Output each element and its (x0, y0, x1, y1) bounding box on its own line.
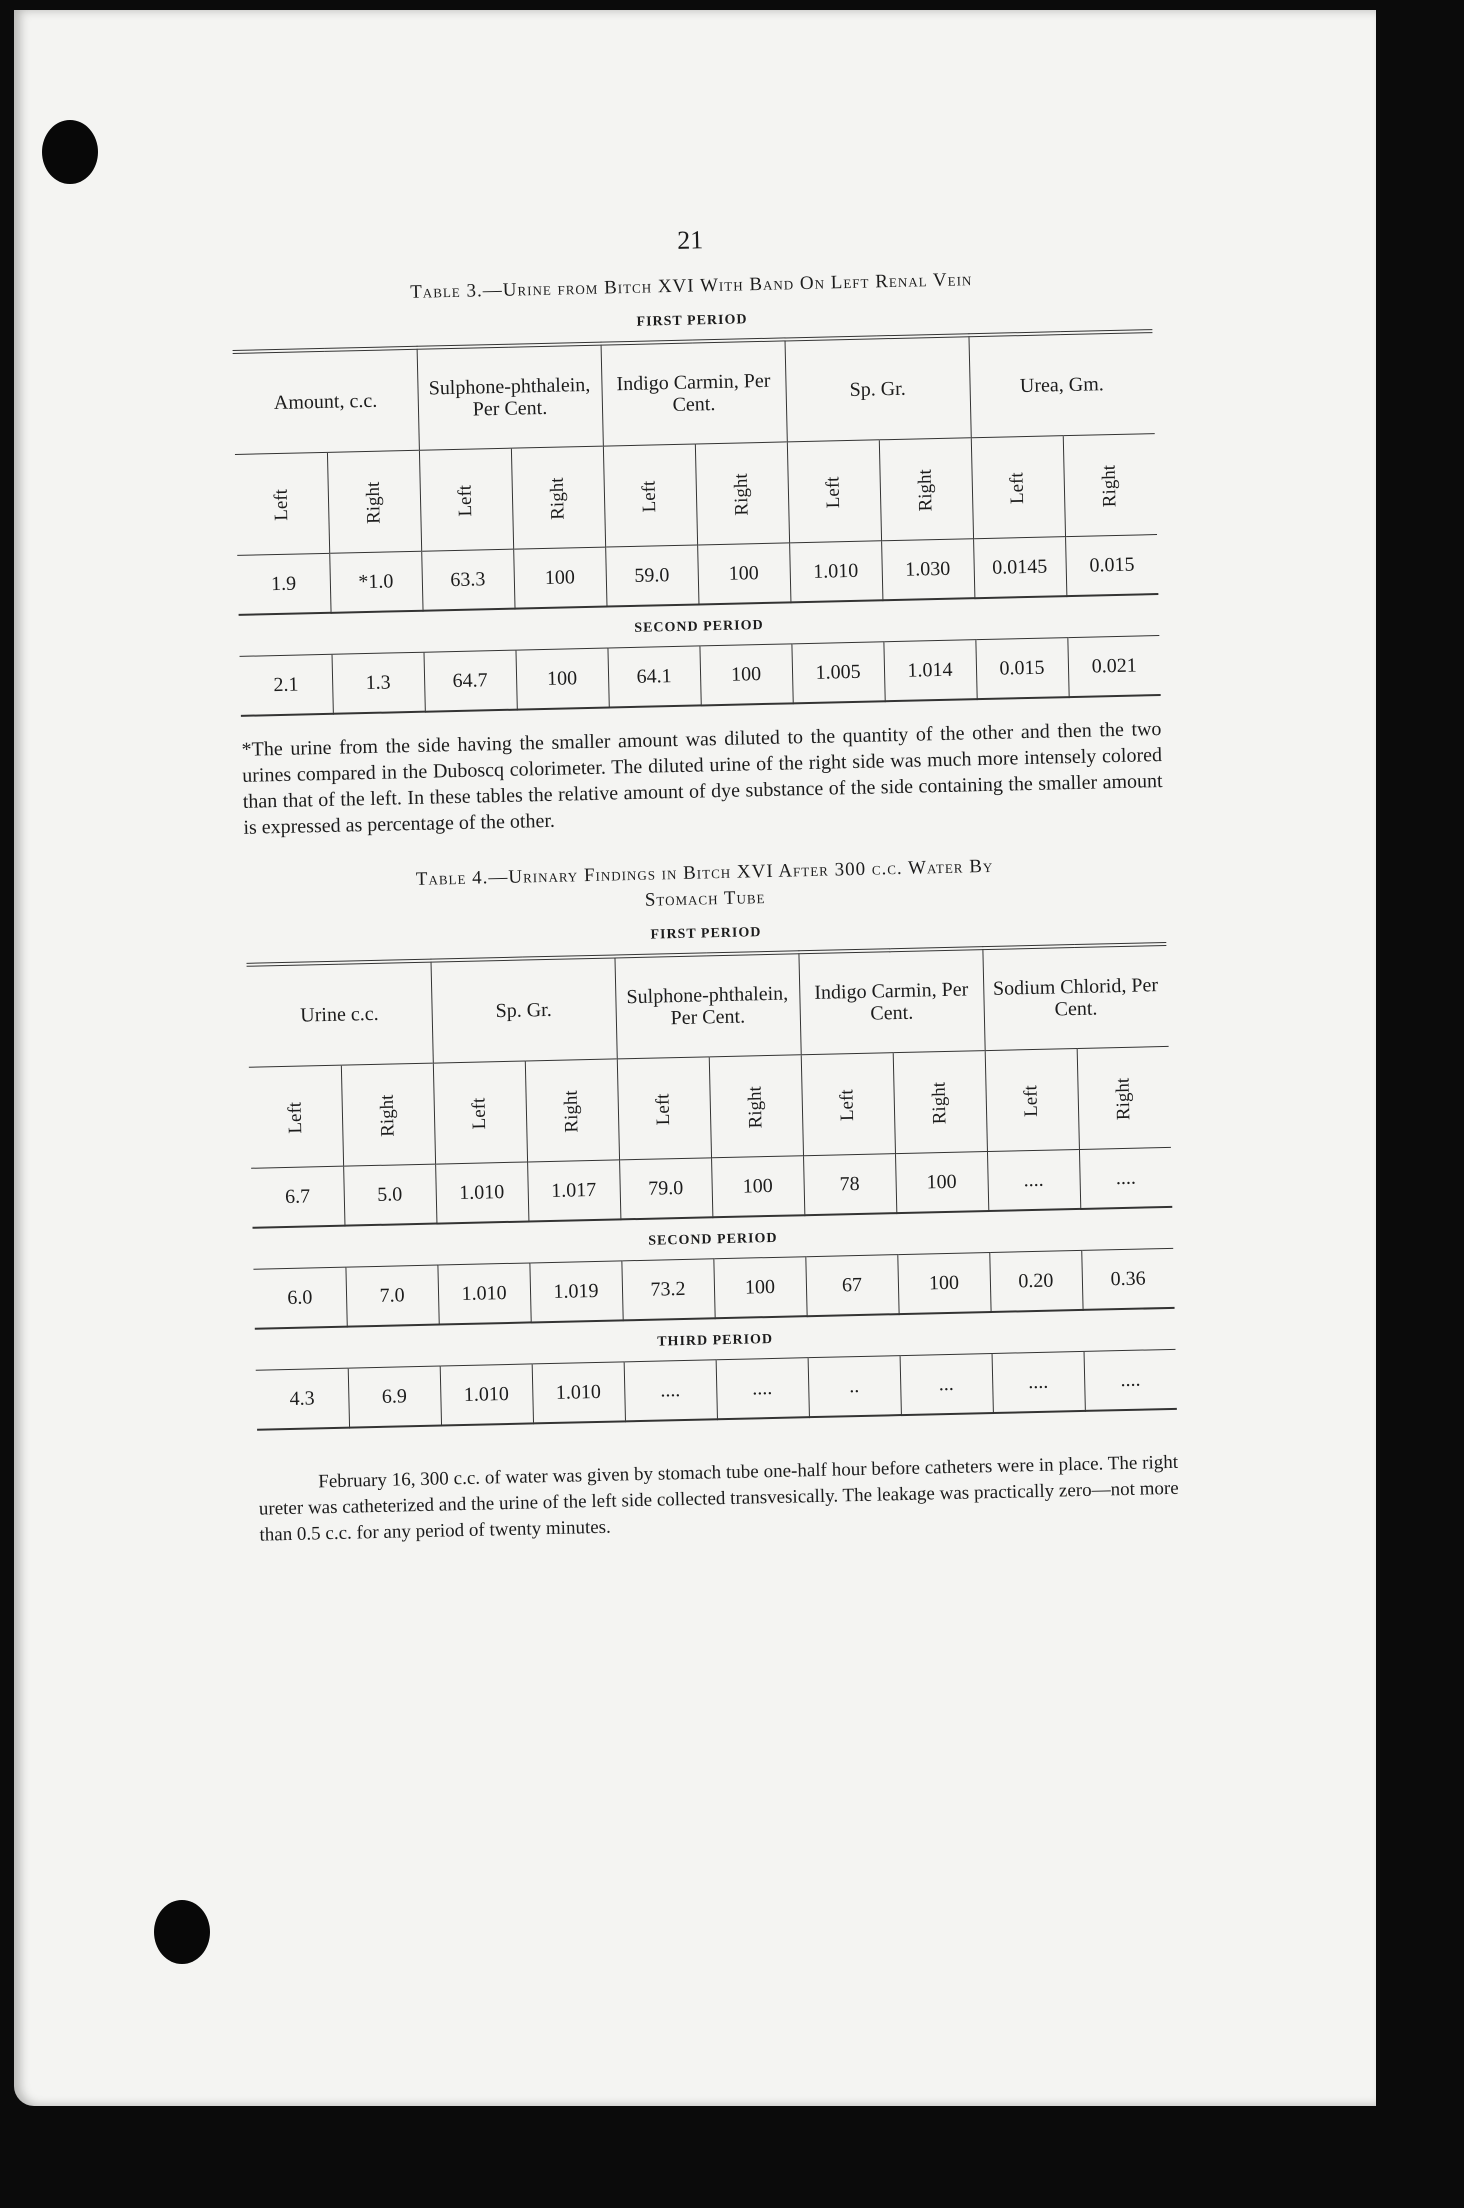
table-cell: 73.2 (621, 1259, 714, 1321)
table-cell: .... (624, 1360, 717, 1422)
table3-first-period-label: FIRST PERIOD (636, 312, 748, 330)
table-cell: 1.019 (529, 1261, 622, 1323)
table-cell: 100 (713, 1257, 806, 1319)
table-cell: 5.0 (343, 1164, 436, 1226)
table-cell: 1.010 (437, 1263, 530, 1325)
table-cell: 0.015 (975, 638, 1068, 700)
table-cell: 2.1 (240, 654, 333, 716)
table4-first-period-label: FIRST PERIOD (650, 925, 762, 943)
table3-sub-right: Right (695, 442, 789, 545)
punch-hole-bottom (154, 1900, 210, 1964)
table4-second (253, 1248, 1174, 1330)
document-content (230, 215, 1180, 1549)
table4-header-urine: Urine c.c. (300, 1002, 379, 1027)
table-cell: 1.017 (527, 1160, 620, 1222)
table-cell: 6.7 (251, 1166, 344, 1228)
table-cell: 64.7 (423, 650, 516, 712)
table4-second-period-label: SECOND PERIOD (648, 1230, 778, 1249)
table3-header-amount: Amount, c.c. (273, 389, 378, 415)
table-cell: 100 (897, 1253, 990, 1315)
table-cell: 1.005 (791, 642, 884, 704)
table3-second (240, 635, 1161, 717)
table-cell: 0.021 (1067, 636, 1160, 698)
table3-sub-right: Right (879, 438, 973, 541)
table-cell: 6.0 (253, 1267, 346, 1329)
table-cell: 64.1 (607, 646, 700, 708)
table-cell: 6.9 (348, 1366, 441, 1428)
table4-sub-right: Right (893, 1051, 987, 1154)
table-cell: ... (900, 1354, 993, 1416)
table-cell: 67 (805, 1255, 898, 1317)
table4-third-period-label: THIRD PERIOD (657, 1331, 774, 1350)
table-cell: 1.010 (532, 1362, 625, 1424)
table4-header-sodium-chlorid: Sodium Chlorid, Per Cent. (982, 944, 1168, 1051)
table-row (253, 1248, 1174, 1328)
table-cell: 1.030 (881, 539, 974, 601)
table3-sub-right: Right (1063, 434, 1157, 537)
table-cell: .... (992, 1351, 1085, 1413)
table3-sub-right: Right (327, 450, 421, 553)
table-cell: 100 (699, 644, 792, 706)
footnote: *The urine from the side having the smaller amount was diluted to the quantity of the other and then the two urines compared in the Duboscq colorimeter. The diluted urine of the right side was much more intensely colored than that of the left. In these tables the relative amount of dye substance of the side containing the smaller amount is expressed as percentage of the other. (241, 717, 1163, 839)
table-row (240, 636, 1161, 716)
table3-sub-left: Left (603, 444, 697, 547)
table4-caption-line2: Stomach Tube (644, 887, 766, 911)
table-cell: 0.20 (989, 1250, 1082, 1312)
page-number: 21 (676, 225, 704, 255)
table3-second-period-label: SECOND PERIOD (634, 617, 764, 636)
table-row (256, 1349, 1177, 1429)
table4-sub-right: Right (709, 1055, 803, 1158)
table-cell: .... (716, 1358, 809, 1420)
table4-first (246, 942, 1172, 1229)
table-cell: .... (1079, 1147, 1172, 1209)
table4-sub-left: Left (617, 1057, 711, 1160)
table-cell: 79.0 (619, 1158, 712, 1220)
table4-sub-right: Right (341, 1063, 435, 1166)
table-cell: 1.9 (237, 553, 330, 615)
table-cell: 0.015 (1065, 535, 1158, 597)
table3-header-sp-gr: Sp. Gr. (784, 335, 970, 442)
table-cell: 100 (697, 543, 790, 605)
table4-sub-right: Right (1077, 1046, 1171, 1149)
table3-sub-left: Left (971, 436, 1065, 539)
table3-sub-left: Left (419, 448, 513, 551)
table-cell: 0.36 (1081, 1248, 1174, 1310)
table-cell: *1.0 (329, 551, 422, 613)
table4-caption: Table 4.—Urinary Findings in Bitch XVI After 300 c.c. Water By (415, 855, 994, 890)
table3-caption: Table 3.—Urine from Bitch XVI With Band On Left Renal Vein (409, 269, 973, 303)
table3-sub-left: Left (787, 440, 881, 543)
table3-first (233, 329, 1159, 616)
table-cell: 1.3 (332, 652, 425, 714)
table-cell: .. (808, 1356, 901, 1418)
table-cell: 100 (515, 648, 608, 710)
table-cell: 59.0 (605, 545, 698, 607)
table4-sub-right: Right (525, 1059, 619, 1162)
table-cell: 100 (711, 1156, 804, 1218)
table-cell: 100 (895, 1152, 988, 1214)
table-cell: .... (1084, 1349, 1177, 1411)
table4-sub-left: Left (801, 1053, 895, 1156)
table-cell: 0.0145 (973, 537, 1066, 599)
table3-header-sulphonephthalein: Sulphone-phthalein, Per Cent. (417, 344, 603, 451)
table-cell: .... (987, 1149, 1080, 1211)
table-cell: 78 (803, 1154, 896, 1216)
table-cell: 63.3 (421, 549, 514, 611)
table3-header-indigo-carmin: Indigo Carmin, Per Cent. (601, 339, 787, 446)
table3-header-urea: Urea, Gm. (968, 331, 1154, 438)
table4-third (256, 1349, 1177, 1431)
table4-header-indigo-carmin: Indigo Carmin, Per Cent. (798, 948, 984, 1055)
table-cell: 1.010 (435, 1162, 528, 1224)
table-cell: 1.014 (883, 640, 976, 702)
table4-sub-left: Left (249, 1065, 343, 1168)
table4-header-sp-gr: Sp. Gr. (430, 956, 616, 1063)
closing-paragraph: February 16, 300 c.c. of water was given by stomach tube one-half hour before catheters were in place. The right ureter was catheterized and the urine of the left side collected transvesically. The leakage was practically zero—not more than 0.5 c.c. for any period of twenty minutes. (258, 1451, 1179, 1546)
table3-sub-left: Left (235, 452, 329, 555)
table-cell: 4.3 (256, 1368, 349, 1430)
table4-sub-left: Left (433, 1061, 527, 1164)
table4-sub-left: Left (985, 1049, 1079, 1152)
table4-header-sulphonephthalein: Sulphone-phthalein, Per Cent. (614, 952, 800, 1059)
table-cell: 1.010 (440, 1364, 533, 1426)
table3-sub-right: Right (511, 446, 605, 549)
table-cell: 7.0 (345, 1265, 438, 1327)
punch-hole-top (42, 120, 98, 184)
table-cell: 100 (513, 547, 606, 609)
table-cell: 1.010 (789, 541, 882, 603)
